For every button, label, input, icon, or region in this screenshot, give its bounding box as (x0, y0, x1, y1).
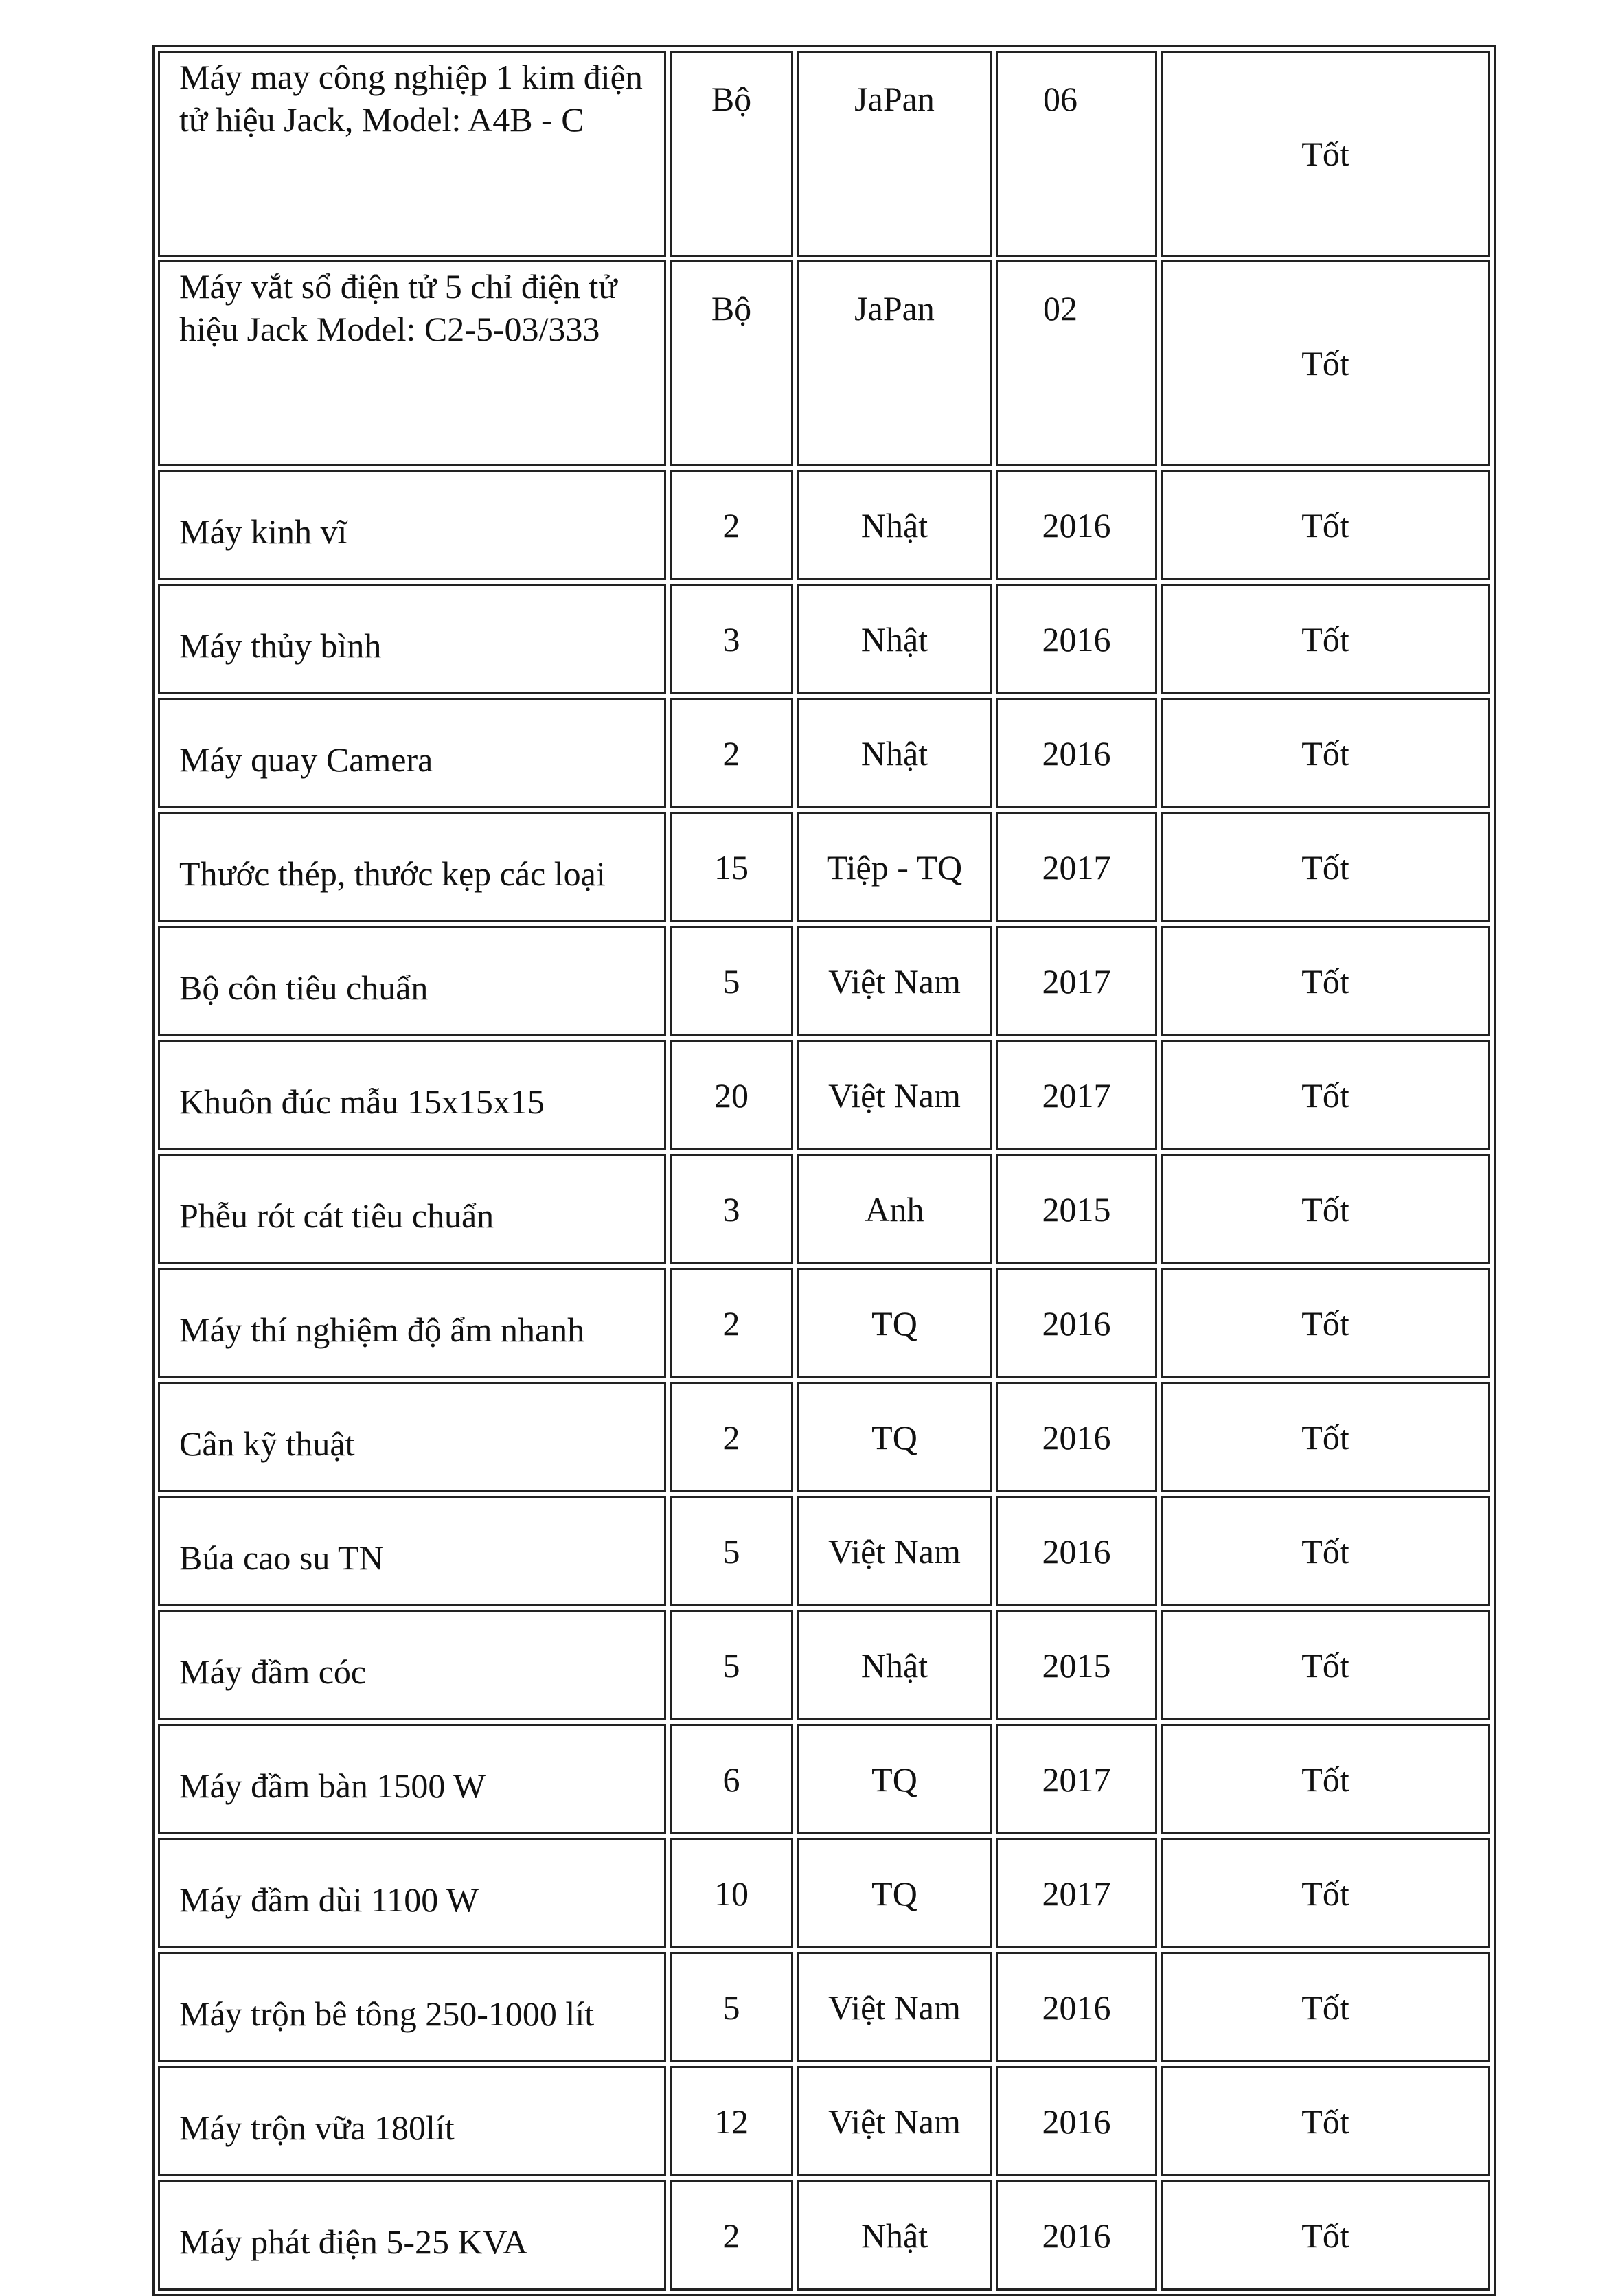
status-cell: Tốt (1161, 1382, 1490, 1492)
quantity-cell: 15 (670, 812, 793, 922)
table-row (158, 51, 1490, 257)
status-cell: Tốt (1161, 1496, 1490, 1606)
year-cell: 2016 (996, 470, 1157, 580)
table-row (158, 1496, 1490, 1606)
quantity-cell: 5 (670, 1496, 793, 1606)
equipment-name-cell: Máy đầm dùi 1100 W (158, 1838, 666, 1948)
status-cell: Tốt (1161, 812, 1490, 922)
table-row (158, 1154, 1490, 1264)
status-cell: Tốt (1161, 584, 1490, 694)
table-row (158, 1382, 1490, 1492)
table-row (158, 698, 1490, 808)
table-row (158, 1268, 1490, 1378)
quantity-cell: 3 (670, 1154, 793, 1264)
year-cell: 2015 (996, 1154, 1157, 1264)
equipment-name-cell: Búa cao su TN (158, 1496, 666, 1606)
origin-cell: Việt Nam (797, 1952, 992, 2062)
year-cell: 02 (996, 260, 1157, 466)
table-row (158, 1724, 1490, 1834)
table-row (158, 2066, 1490, 2176)
status-cell: Tốt (1161, 1154, 1490, 1264)
origin-cell: Nhật (797, 584, 992, 694)
table-row (158, 2180, 1490, 2291)
quantity-cell: 10 (670, 1838, 793, 1948)
equipment-name-cell: Máy thủy bình (158, 584, 666, 694)
quantity-cell: 2 (670, 698, 793, 808)
quantity-cell: 5 (670, 1610, 793, 1720)
status-cell: Tốt (1161, 51, 1490, 257)
equipment-name-cell: Máy đầm bàn 1500 W (158, 1724, 666, 1834)
equipment-name-cell: Máy vắt sổ điện tử 5 chỉ điện tử hiệu Jack Model: C2-5-03/333 (158, 260, 666, 466)
equipment-name-cell: Máy thí nghiệm độ ẩm nhanh (158, 1268, 666, 1378)
year-cell: 2016 (996, 584, 1157, 694)
year-cell: 2016 (996, 1496, 1157, 1606)
status-cell: Tốt (1161, 2066, 1490, 2176)
status-cell: Tốt (1161, 926, 1490, 1036)
origin-cell: Nhật (797, 2180, 992, 2291)
quantity-cell: 2 (670, 2180, 793, 2291)
year-cell: 2017 (996, 1838, 1157, 1948)
origin-cell: TQ (797, 1838, 992, 1948)
status-cell: Tốt (1161, 1838, 1490, 1948)
equipment-name-cell: Máy quay Camera (158, 698, 666, 808)
table-row (158, 470, 1490, 580)
quantity-cell: 5 (670, 926, 793, 1036)
origin-cell: TQ (797, 1724, 992, 1834)
table-row (158, 1838, 1490, 1948)
status-cell: Tốt (1161, 1952, 1490, 2062)
year-cell: 2016 (996, 2180, 1157, 2291)
equipment-name-cell: Máy trộn bê tông 250-1000 lít (158, 1952, 666, 2062)
origin-cell: Việt Nam (797, 1040, 992, 1150)
origin-cell: Nhật (797, 698, 992, 808)
equipment-name-cell: Khuôn đúc mẫu 15x15x15 (158, 1040, 666, 1150)
equipment-name-cell: Máy may công nghiệp 1 kim điện tử hiệu Jack, Model: A4B - C (158, 51, 666, 257)
origin-cell: Anh (797, 1154, 992, 1264)
origin-cell: Nhật (797, 470, 992, 580)
table-row (158, 584, 1490, 694)
status-cell: Tốt (1161, 2180, 1490, 2291)
equipment-name-cell: Thước thép, thước kẹp các loại (158, 812, 666, 922)
year-cell: 2016 (996, 698, 1157, 808)
quantity-cell: 2 (670, 470, 793, 580)
table-row (158, 1610, 1490, 1720)
status-cell: Tốt (1161, 698, 1490, 808)
origin-cell: JaPan (797, 260, 992, 466)
year-cell: 06 (996, 51, 1157, 257)
quantity-cell: 3 (670, 584, 793, 694)
year-cell: 2017 (996, 1040, 1157, 1150)
table-row (158, 260, 1490, 466)
equipment-name-cell: Cân kỹ thuật (158, 1382, 666, 1492)
origin-cell: Nhật (797, 1610, 992, 1720)
year-cell: 2017 (996, 812, 1157, 922)
quantity-cell: 2 (670, 1382, 793, 1492)
quantity-cell: 2 (670, 1268, 793, 1378)
quantity-cell: 5 (670, 1952, 793, 2062)
origin-cell: JaPan (797, 51, 992, 257)
status-cell: Tốt (1161, 1610, 1490, 1720)
equipment-table (152, 45, 1496, 2296)
year-cell: 2016 (996, 1268, 1157, 1378)
year-cell: 2016 (996, 1382, 1157, 1492)
year-cell: 2016 (996, 2066, 1157, 2176)
status-cell: Tốt (1161, 1724, 1490, 1834)
table-row (158, 812, 1490, 922)
year-cell: 2015 (996, 1610, 1157, 1720)
equipment-name-cell: Máy phát điện 5-25 KVA (158, 2180, 666, 2291)
quantity-cell: 20 (670, 1040, 793, 1150)
origin-cell: TQ (797, 1268, 992, 1378)
equipment-name-cell: Bộ côn tiêu chuẩn (158, 926, 666, 1036)
equipment-name-cell: Phễu rót cát tiêu chuẩn (158, 1154, 666, 1264)
quantity-cell: 6 (670, 1724, 793, 1834)
equipment-name-cell: Máy trộn vữa 180lít (158, 2066, 666, 2176)
table-row (158, 926, 1490, 1036)
origin-cell: Việt Nam (797, 926, 992, 1036)
status-cell: Tốt (1161, 260, 1490, 466)
status-cell: Tốt (1161, 1040, 1490, 1150)
equipment-name-cell: Máy đầm cóc (158, 1610, 666, 1720)
table-row (158, 1952, 1490, 2062)
year-cell: 2017 (996, 1724, 1157, 1834)
quantity-cell: Bộ (670, 260, 793, 466)
origin-cell: TQ (797, 1382, 992, 1492)
quantity-cell: 12 (670, 2066, 793, 2176)
year-cell: 2016 (996, 1952, 1157, 2062)
status-cell: Tốt (1161, 1268, 1490, 1378)
origin-cell: Việt Nam (797, 2066, 992, 2176)
origin-cell: Tiệp - TQ (797, 812, 992, 922)
table-row (158, 1040, 1490, 1150)
status-cell: Tốt (1161, 470, 1490, 580)
origin-cell: Việt Nam (797, 1496, 992, 1606)
quantity-cell: Bộ (670, 51, 793, 257)
equipment-name-cell: Máy kinh vĩ (158, 470, 666, 580)
year-cell: 2017 (996, 926, 1157, 1036)
